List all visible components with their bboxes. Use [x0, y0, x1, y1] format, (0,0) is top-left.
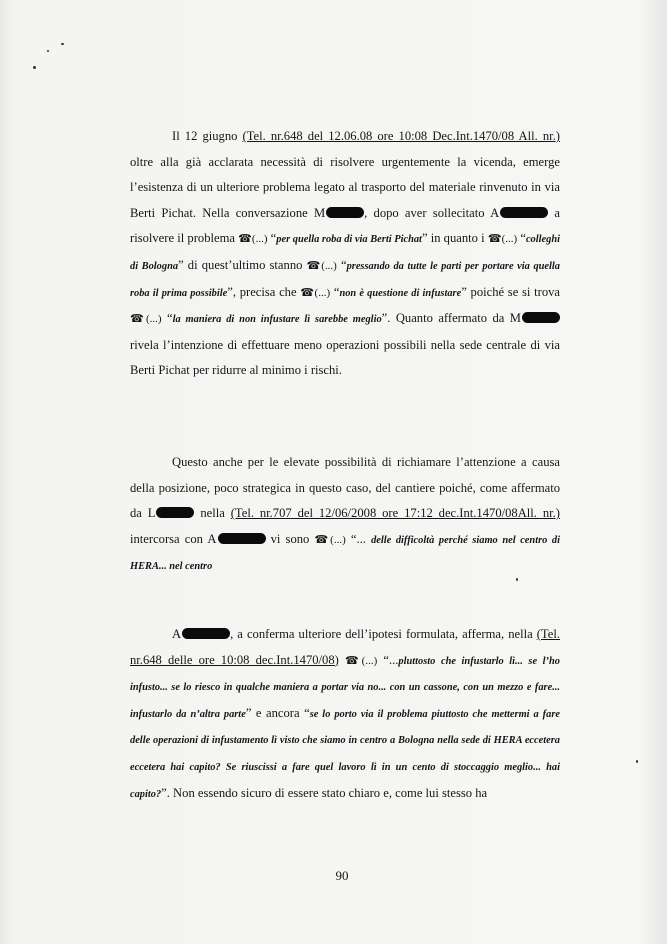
text: rivela l’intenzione di effettuare meno operazioni possibili nella sede centrale di via Berti Pichat per ridurre al minimo i rischi. [130, 337, 560, 378]
scan-speck [636, 760, 638, 763]
text: ”. Quanto affermato da M [381, 311, 521, 326]
text: “... [377, 652, 399, 667]
paragraph-1 [130, 124, 560, 384]
text: ”, precisa che [227, 284, 297, 299]
telephone-icon: ☎(...) [344, 654, 378, 667]
text: oltre alla già acclarata necessità di risolvere urgentemente la vicenda, emerge l’esistenza di un ulteriore problema legato al trasporto del materiale rinvenuto in via Berti Pichat. Nella conversazione M [130, 154, 560, 220]
wiretap-reference: (Tel. nr.648 delle ore 10:08 dec.Int.1470/08) [130, 627, 560, 667]
telephone-icon: ☎(...) [314, 533, 346, 546]
text: “ [520, 231, 526, 246]
text: a risolvere il problema [130, 205, 560, 246]
telephone-icon: ☎(...) [238, 233, 268, 246]
quote: pluttosto che infustarlo lì... se l’ho infusto... se lo riesco in qualche maniera a portar via no... con un cassone, con un mezzo e fare... infustarlo da n’altra parte [130, 655, 560, 720]
redaction-mark [500, 207, 548, 218]
scan-speck [47, 50, 49, 52]
text: “ [270, 231, 277, 246]
redaction-mark [218, 533, 266, 544]
text: “... [345, 531, 372, 546]
telephone-icon: ☎(...) [487, 233, 518, 246]
page-number: 90 [335, 868, 349, 883]
redaction-mark [326, 207, 364, 218]
text: ” poiché se si trova [461, 284, 560, 299]
text: “ [167, 311, 173, 326]
text: vi sono [265, 531, 310, 546]
text: nella [194, 506, 225, 521]
quote: non è questione di infustare [339, 287, 462, 299]
quote: colleghi di Bologna [130, 234, 560, 272]
text: “ [333, 284, 340, 299]
redaction-mark [182, 628, 230, 639]
quote: se lo porto via il problema piuttosto che mettermi a fare delle operazioni di infustamento lì visto che siamo in centro a Bologna nella sede di HERA eccetera eccetera hai capito? Se riuscissi a fare quel lavoro lì in un cento di stoccaggio meglio... hai capito? [130, 708, 560, 800]
text: “ [340, 257, 347, 272]
text: Questo anche per le elevate possibilità di richiamare l’attenzione a causa della posizione, poco strategica in questo caso, del cantiere poiché, come affermato da L [130, 455, 560, 521]
text: Il 12 giugno [172, 129, 238, 143]
scan-speck [33, 66, 36, 69]
quote: la maniera di non infustare lì sarebbe meglio [172, 314, 382, 326]
text: ” in quanto i [421, 231, 485, 246]
quote: per quella roba di via Berti Pichat [276, 234, 422, 246]
text: ” e ancora “ [245, 705, 310, 720]
telephone-icon: ☎(...) [306, 259, 337, 272]
telephone-icon: ☎(...) [130, 313, 162, 326]
redaction-mark [156, 507, 194, 518]
text: ”. Non essendo sicuro di essere stato chiaro e, come lui stesso ha [161, 785, 488, 800]
paragraph-2 [130, 450, 560, 580]
text: A [172, 627, 182, 641]
telephone-icon: ☎(...) [300, 286, 331, 299]
quote: pressando da tutte le parti per portare via quella roba il prima possibile [130, 260, 561, 299]
text: , a conferma ulteriore dell’ipotesi formulata, afferma, nella [230, 627, 533, 641]
text: ” di quest’ultimo stanno [178, 257, 303, 272]
text: , dopo aver sollecitato A [364, 205, 500, 220]
quote: delle difficoltà perché siamo nel centro di HERA... nel centro [130, 534, 560, 573]
redaction-mark [522, 312, 560, 323]
text: intercorsa con A [130, 531, 217, 546]
paragraph-3 [130, 622, 560, 807]
wiretap-reference: (Tel. nr.648 del 12.06.08 ore 10:08 Dec.Int.1470/08 All. nr.) [242, 129, 560, 143]
wiretap-reference: (Tel. nr.707 del 12/06/2008 ore 17:12 dec.Int.1470/08All. nr.) [230, 506, 560, 521]
scan-speck [61, 43, 64, 45]
